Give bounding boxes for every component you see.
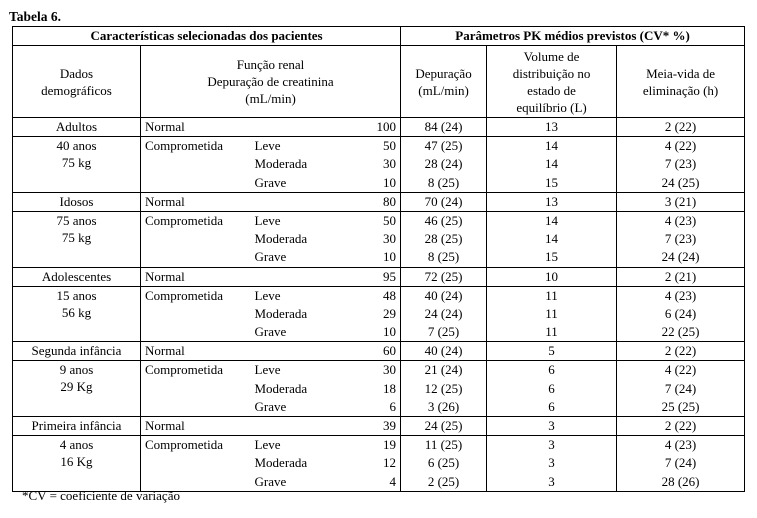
table-row <box>13 211 745 230</box>
half-life-cell: 2 (22) <box>617 118 745 137</box>
half-life-cell: 7 (24) <box>617 380 745 398</box>
demographic-cell <box>13 211 141 267</box>
clearance-cell: 12 (25) <box>401 380 487 398</box>
renal-function-cell: Normal <box>141 192 351 211</box>
severity-cell: Leve <box>251 211 351 230</box>
header-patient-characteristics: Características selecionadas dos pacientes <box>13 27 401 46</box>
clearance-cell: 21 (24) <box>401 361 487 380</box>
renal-function-cell: Normal <box>141 267 351 286</box>
table-row <box>13 118 745 137</box>
footnote: *CV = coeficiente de variação <box>22 488 180 503</box>
demographic-line: 4 anos <box>59 437 94 453</box>
demographic-line: 75 anos <box>56 212 97 228</box>
creatinine-clearance-cell: 100 <box>351 118 401 137</box>
clearance-cell: 3 (26) <box>401 398 487 417</box>
severity-cell: Leve <box>251 361 351 380</box>
severity-cell: Grave <box>251 473 351 492</box>
severity-cell: Moderada <box>254 305 308 321</box>
demographic-cell: Adultos <box>13 118 141 137</box>
volume-cell: 6 <box>487 361 617 380</box>
clearance-cell: 24 (25) <box>401 417 487 436</box>
creatinine-clearance-cell: 30 <box>351 230 401 248</box>
half-life-cell: 2 (22) <box>617 417 745 436</box>
creatinine-clearance-cell: 50 <box>351 137 401 156</box>
demographic-cell <box>13 286 141 342</box>
half-life-cell: 25 (25) <box>617 398 745 417</box>
clearance-cell: 24 (24) <box>401 305 487 323</box>
severity-cell: Moderada <box>254 156 308 172</box>
clearance-cell: 28 (25) <box>401 230 487 248</box>
clearance-cell: 46 (25) <box>401 211 487 230</box>
volume-cell: 5 <box>487 342 617 361</box>
volume-cell: 3 <box>487 473 617 492</box>
header-renal-function: Função renal Depuração de creatinina (mL/min) <box>141 46 401 118</box>
volume-cell: 14 <box>487 155 617 173</box>
renal-function-cell: Normal <box>141 118 351 137</box>
volume-cell: 15 <box>487 248 617 267</box>
creatinine-clearance-cell: 30 <box>351 361 401 380</box>
header-demographics: Dados demográficos <box>13 46 141 118</box>
half-life-cell: 24 (25) <box>617 174 745 193</box>
severity-cell: Grave <box>254 398 287 414</box>
creatinine-clearance-cell: 50 <box>351 211 401 230</box>
creatinine-clearance-cell: 29 <box>351 305 401 323</box>
table-row <box>13 286 745 305</box>
renal-function-cell: Normal <box>141 342 351 361</box>
table-row <box>13 192 745 211</box>
half-life-cell: 2 (21) <box>617 267 745 286</box>
renal-function-cell: Comprometida <box>141 137 251 193</box>
creatinine-clearance-cell: 6 <box>351 398 401 417</box>
severity-cell: Grave <box>254 174 287 190</box>
demographic-line: 40 anos <box>56 138 97 154</box>
demographic-cell <box>13 436 141 492</box>
volume-cell: 11 <box>487 305 617 323</box>
renal-function-cell: Comprometida <box>141 361 251 417</box>
volume-cell: 14 <box>487 230 617 248</box>
volume-cell: 13 <box>487 118 617 137</box>
clearance-cell: 40 (24) <box>401 286 487 305</box>
header-volume: Volume de distribuição no estado de equilíbrio (L) <box>487 46 617 118</box>
volume-cell: 13 <box>487 192 617 211</box>
severity-cell: Moderada <box>254 455 308 471</box>
creatinine-clearance-cell: 19 <box>351 436 401 455</box>
demographic-cell <box>13 361 141 417</box>
severity-cell: Leve <box>251 286 351 305</box>
clearance-cell: 11 (25) <box>401 436 487 455</box>
clearance-cell: 8 (25) <box>401 174 487 193</box>
demographic-cell: Segunda infância <box>13 342 141 361</box>
half-life-cell: 24 (24) <box>617 248 745 267</box>
header-pk-parameters: Parâmetros PK médios previstos (CV* %) <box>401 27 745 46</box>
half-life-cell: 7 (23) <box>617 155 745 173</box>
half-life-cell: 4 (23) <box>617 286 745 305</box>
half-life-cell: 28 (26) <box>617 473 745 492</box>
half-life-cell: 4 (23) <box>617 211 745 230</box>
demographic-line: 56 kg <box>61 304 92 320</box>
clearance-cell: 40 (24) <box>401 342 487 361</box>
half-life-cell: 7 (23) <box>617 230 745 248</box>
clearance-cell: 47 (25) <box>401 137 487 156</box>
clearance-cell: 8 (25) <box>401 248 487 267</box>
demographic-line: 29 Kg <box>60 379 93 395</box>
creatinine-clearance-cell: 80 <box>351 192 401 211</box>
clearance-cell: 72 (25) <box>401 267 487 286</box>
demographic-line: 9 anos <box>59 362 94 378</box>
table-row <box>13 361 745 380</box>
volume-cell: 11 <box>487 323 617 342</box>
half-life-cell: 2 (22) <box>617 342 745 361</box>
table-row <box>13 267 745 286</box>
table-row <box>13 342 745 361</box>
creatinine-clearance-cell: 30 <box>351 155 401 173</box>
severity-cell: Moderada <box>254 380 308 396</box>
demographic-cell: Adolescentes <box>13 267 141 286</box>
demographic-line: 15 anos <box>56 287 97 303</box>
table-title: Tabela 6. <box>9 9 62 24</box>
demographic-cell: Primeira infância <box>13 417 141 436</box>
clearance-cell: 84 (24) <box>401 118 487 137</box>
creatinine-clearance-cell: 10 <box>351 248 401 267</box>
volume-cell: 3 <box>487 436 617 455</box>
half-life-cell: 7 (24) <box>617 454 745 472</box>
header-clearance: Depuração (mL/min) <box>401 46 487 118</box>
clearance-cell: 70 (24) <box>401 192 487 211</box>
clearance-cell: 28 (24) <box>401 155 487 173</box>
table-row <box>13 417 745 436</box>
half-life-cell: 4 (22) <box>617 361 745 380</box>
clearance-cell: 6 (25) <box>401 454 487 472</box>
clearance-cell: 7 (25) <box>401 323 487 342</box>
half-life-cell: 22 (25) <box>617 323 745 342</box>
table-row <box>13 137 745 156</box>
renal-function-cell: Comprometida <box>141 211 251 267</box>
creatinine-clearance-cell: 18 <box>351 380 401 398</box>
severity-cell: Grave <box>254 249 287 265</box>
header-column-row <box>13 46 745 118</box>
volume-cell: 11 <box>487 286 617 305</box>
severity-cell: Leve <box>251 436 351 455</box>
volume-cell: 14 <box>487 211 617 230</box>
demographic-line: 75 kg <box>61 229 92 245</box>
creatinine-clearance-cell: 10 <box>351 323 401 342</box>
creatinine-clearance-cell: 48 <box>351 286 401 305</box>
renal-function-cell: Normal <box>141 417 351 436</box>
header-half-life: Meia-vida de eliminação (h) <box>617 46 745 118</box>
creatinine-clearance-cell: 39 <box>351 417 401 436</box>
header-group-row <box>13 27 745 46</box>
creatinine-clearance-cell: 60 <box>351 342 401 361</box>
volume-cell: 6 <box>487 398 617 417</box>
demographic-line: 75 kg <box>61 155 92 171</box>
pk-table <box>12 26 745 492</box>
creatinine-clearance-cell: 95 <box>351 267 401 286</box>
half-life-cell: 4 (23) <box>617 436 745 455</box>
clearance-cell: 2 (25) <box>401 473 487 492</box>
half-life-cell: 6 (24) <box>617 305 745 323</box>
severity-cell: Moderada <box>254 231 308 247</box>
demographic-cell <box>13 137 141 193</box>
demographic-line: 16 Kg <box>60 454 93 470</box>
volume-cell: 15 <box>487 174 617 193</box>
severity-cell: Leve <box>251 137 351 156</box>
demographic-cell: Idosos <box>13 192 141 211</box>
creatinine-clearance-cell: 4 <box>351 473 401 492</box>
volume-cell: 3 <box>487 454 617 472</box>
half-life-cell: 4 (22) <box>617 137 745 156</box>
volume-cell: 10 <box>487 267 617 286</box>
creatinine-clearance-cell: 10 <box>351 174 401 193</box>
table-row <box>13 436 745 455</box>
renal-function-cell: Comprometida <box>141 286 251 342</box>
volume-cell: 6 <box>487 380 617 398</box>
renal-function-cell: Comprometida <box>141 436 251 492</box>
creatinine-clearance-cell: 12 <box>351 454 401 472</box>
volume-cell: 14 <box>487 137 617 156</box>
severity-cell: Grave <box>254 324 287 340</box>
volume-cell: 3 <box>487 417 617 436</box>
half-life-cell: 3 (21) <box>617 192 745 211</box>
